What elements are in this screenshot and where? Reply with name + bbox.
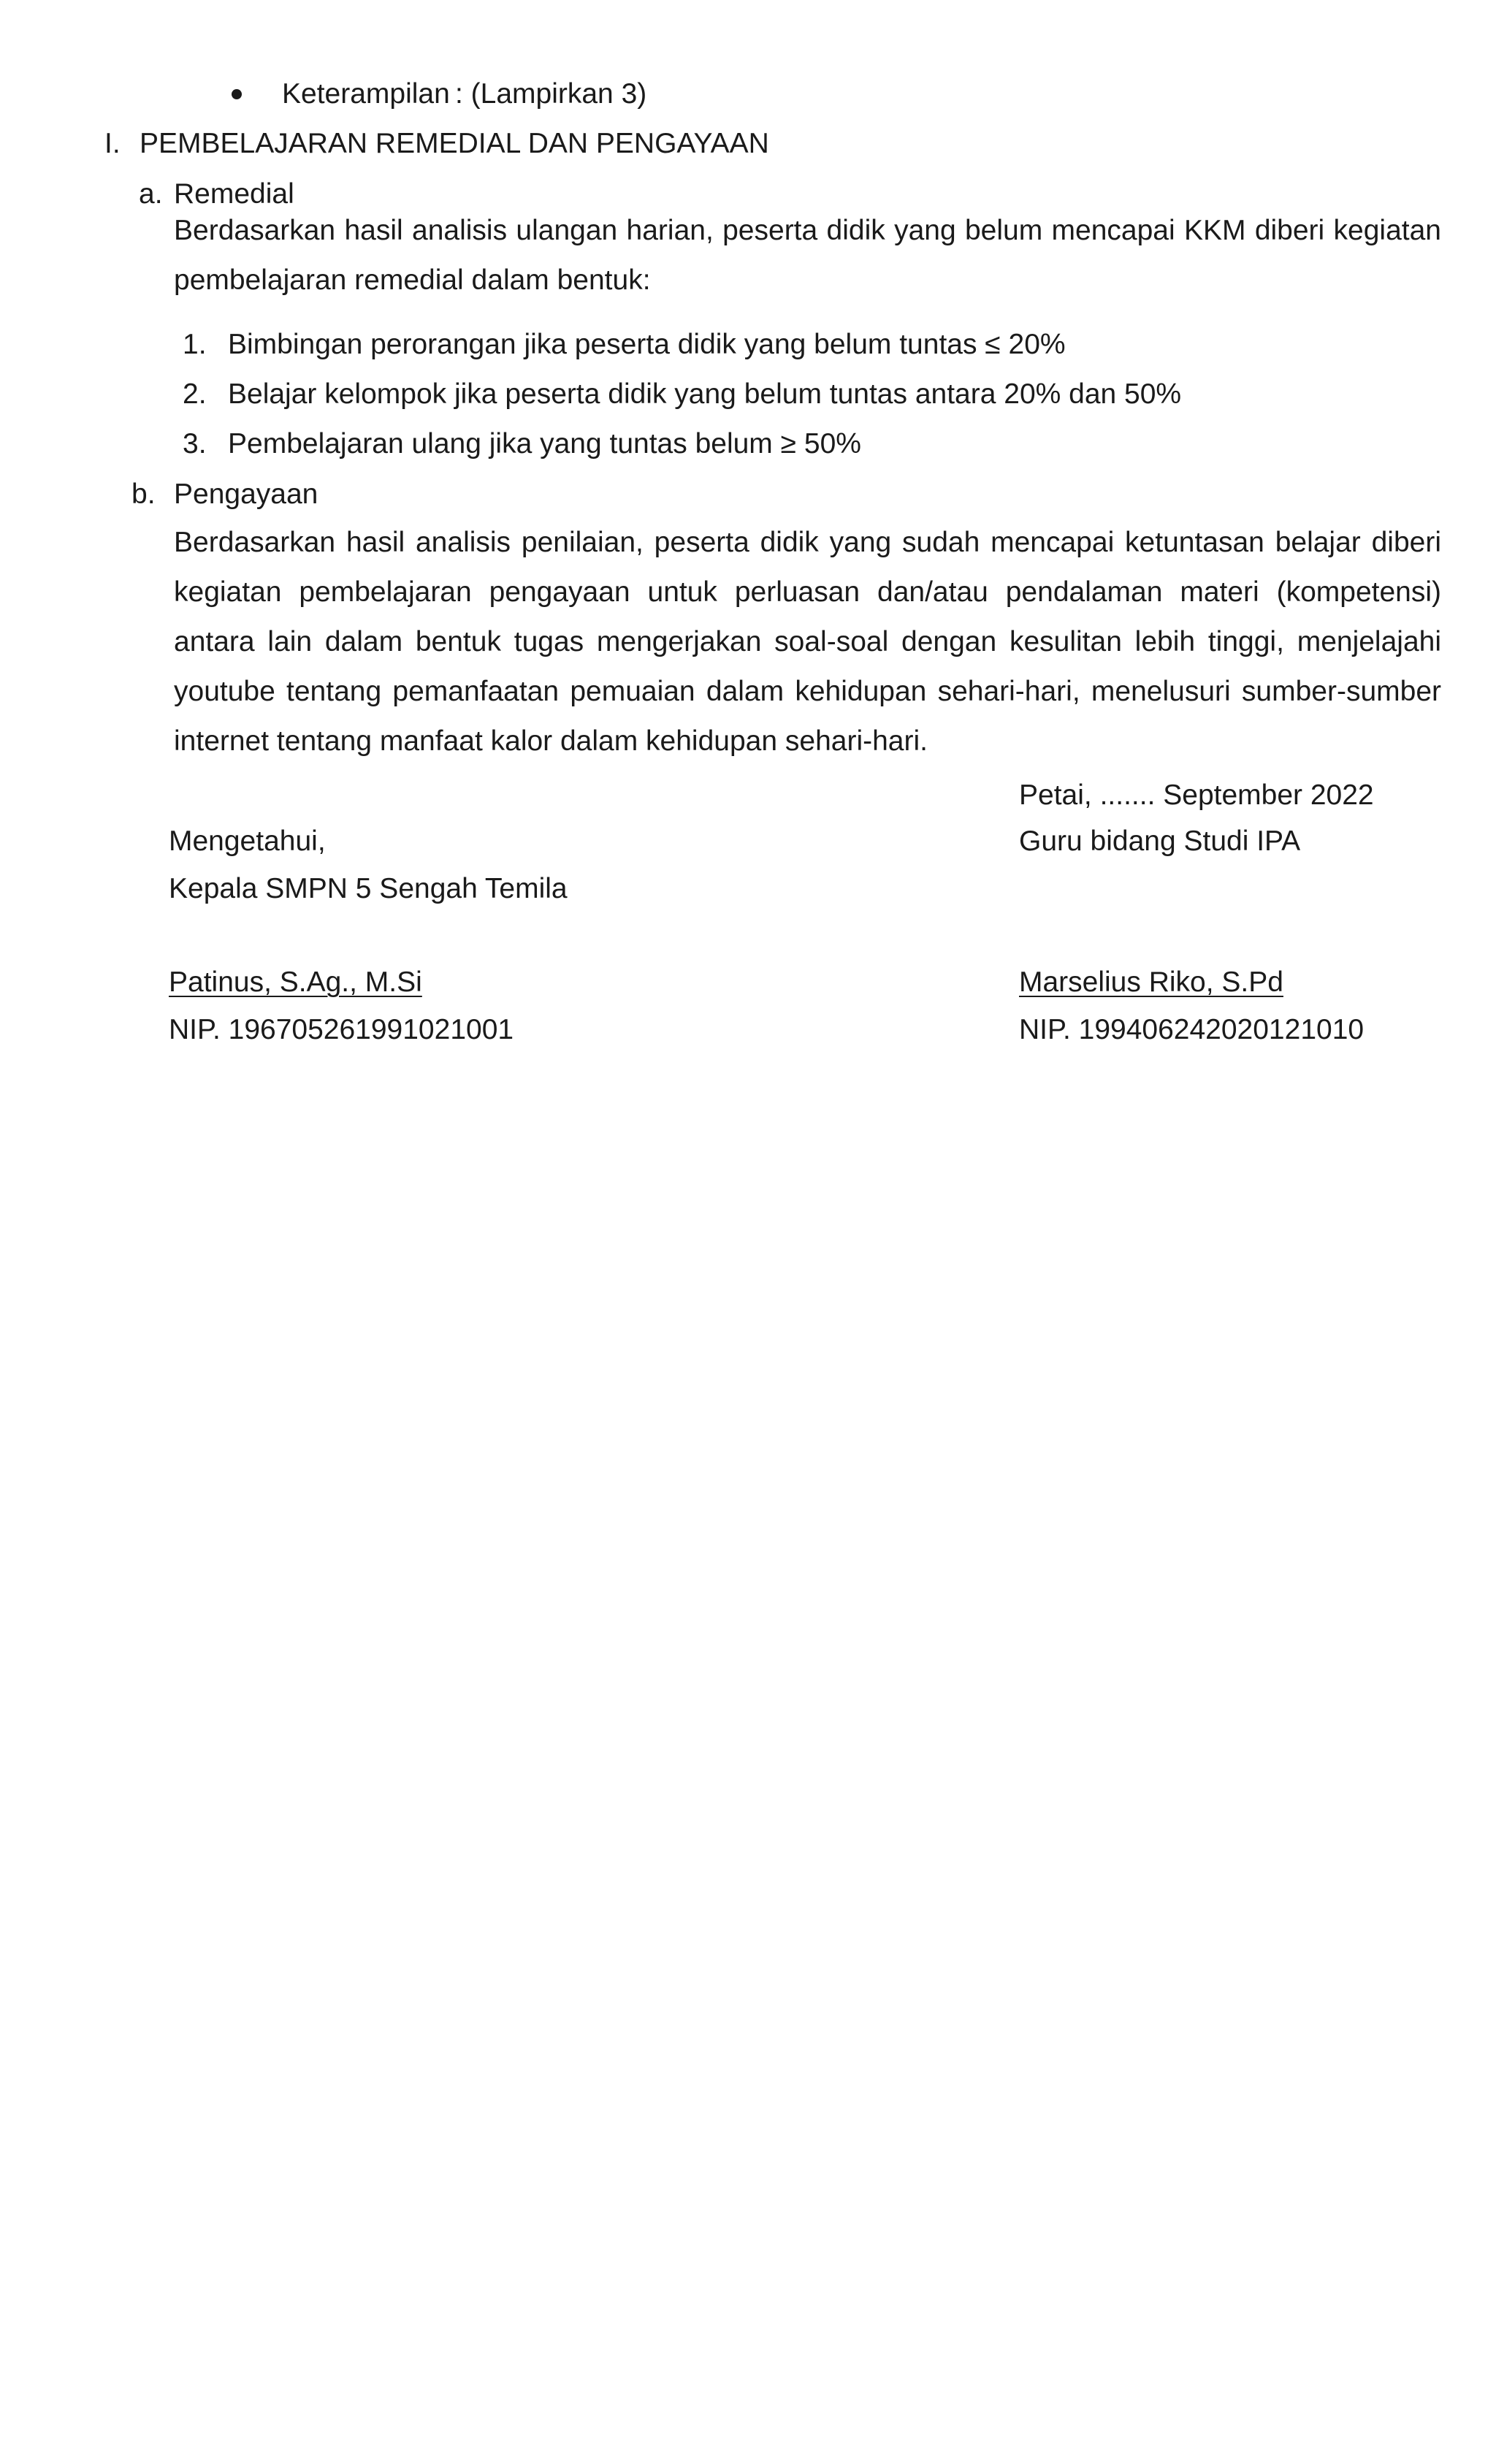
right-signatory-nip: NIP. 199406242020121010	[1019, 1014, 1365, 1045]
right-signature-line1: Guru bidang Studi IPA	[1019, 825, 1301, 857]
remedial-item-number: 3.	[183, 428, 207, 459]
left-signature-line2: Kepala SMPN 5 Sengah Temila	[169, 873, 568, 904]
remedial-item-number: 2.	[183, 378, 207, 410]
bullet-dot-icon	[232, 89, 242, 99]
remedial-item-number: 1.	[183, 329, 207, 360]
pengayaan-marker: b.	[131, 478, 156, 510]
bullet-value: : (Lampirkan 3)	[455, 78, 647, 110]
remedial-item-text: Belajar kelompok jika peserta didik yang belum tuntas antara 20% dan 50%	[228, 378, 1182, 410]
pengayaan-heading: Pengayaan	[174, 478, 318, 510]
left-signature-line1: Mengetahui,	[169, 825, 326, 857]
remedial-heading: Remedial	[174, 178, 294, 210]
right-signatory-name: Marselius Riko, S.Pd	[1019, 966, 1283, 998]
remedial-item-text: Bimbingan perorangan jika peserta didik yang belum tuntas ≤ 20%	[228, 329, 1066, 360]
bullet-label: Keterampilan	[282, 78, 450, 110]
section-number: I.	[104, 128, 121, 159]
left-signatory-nip: NIP. 196705261991021001	[169, 1014, 514, 1045]
remedial-marker: a.	[139, 178, 163, 210]
place-date: Petai, ....... September 2022	[1019, 779, 1374, 811]
left-signatory-name: Patinus, S.Ag., M.Si	[169, 966, 422, 998]
section-title: PEMBELAJARAN REMEDIAL DAN PENGAYAAN	[140, 128, 769, 159]
remedial-item-text: Pembelajaran ulang jika yang tuntas belum ≥ 50%	[228, 428, 861, 459]
remedial-paragraph: Berdasarkan hasil analisis ulangan harian, peserta didik yang belum mencapai KKM diberi kegiatan pembelajaran remedial dalam bentuk:	[174, 215, 1441, 296]
pengayaan-paragraph: Berdasarkan hasil analisis penilaian, peserta didik yang sudah mencapai ketuntasan belajar diberi kegiatan pembelajaran pengayaan untuk perluasan dan/atau pendalaman materi (kompetensi) antara lain dalam bentuk tugas mengerjakan soal-soal dengan kesulitan lebih tinggi, menjelajahi youtube tentang pemanfaatan pemuaian dalam kehidupan sehari-hari, menelusuri sumber-sumber internet tentang manfaat kalor dalam kehidupan sehari-hari.	[174, 527, 1441, 757]
